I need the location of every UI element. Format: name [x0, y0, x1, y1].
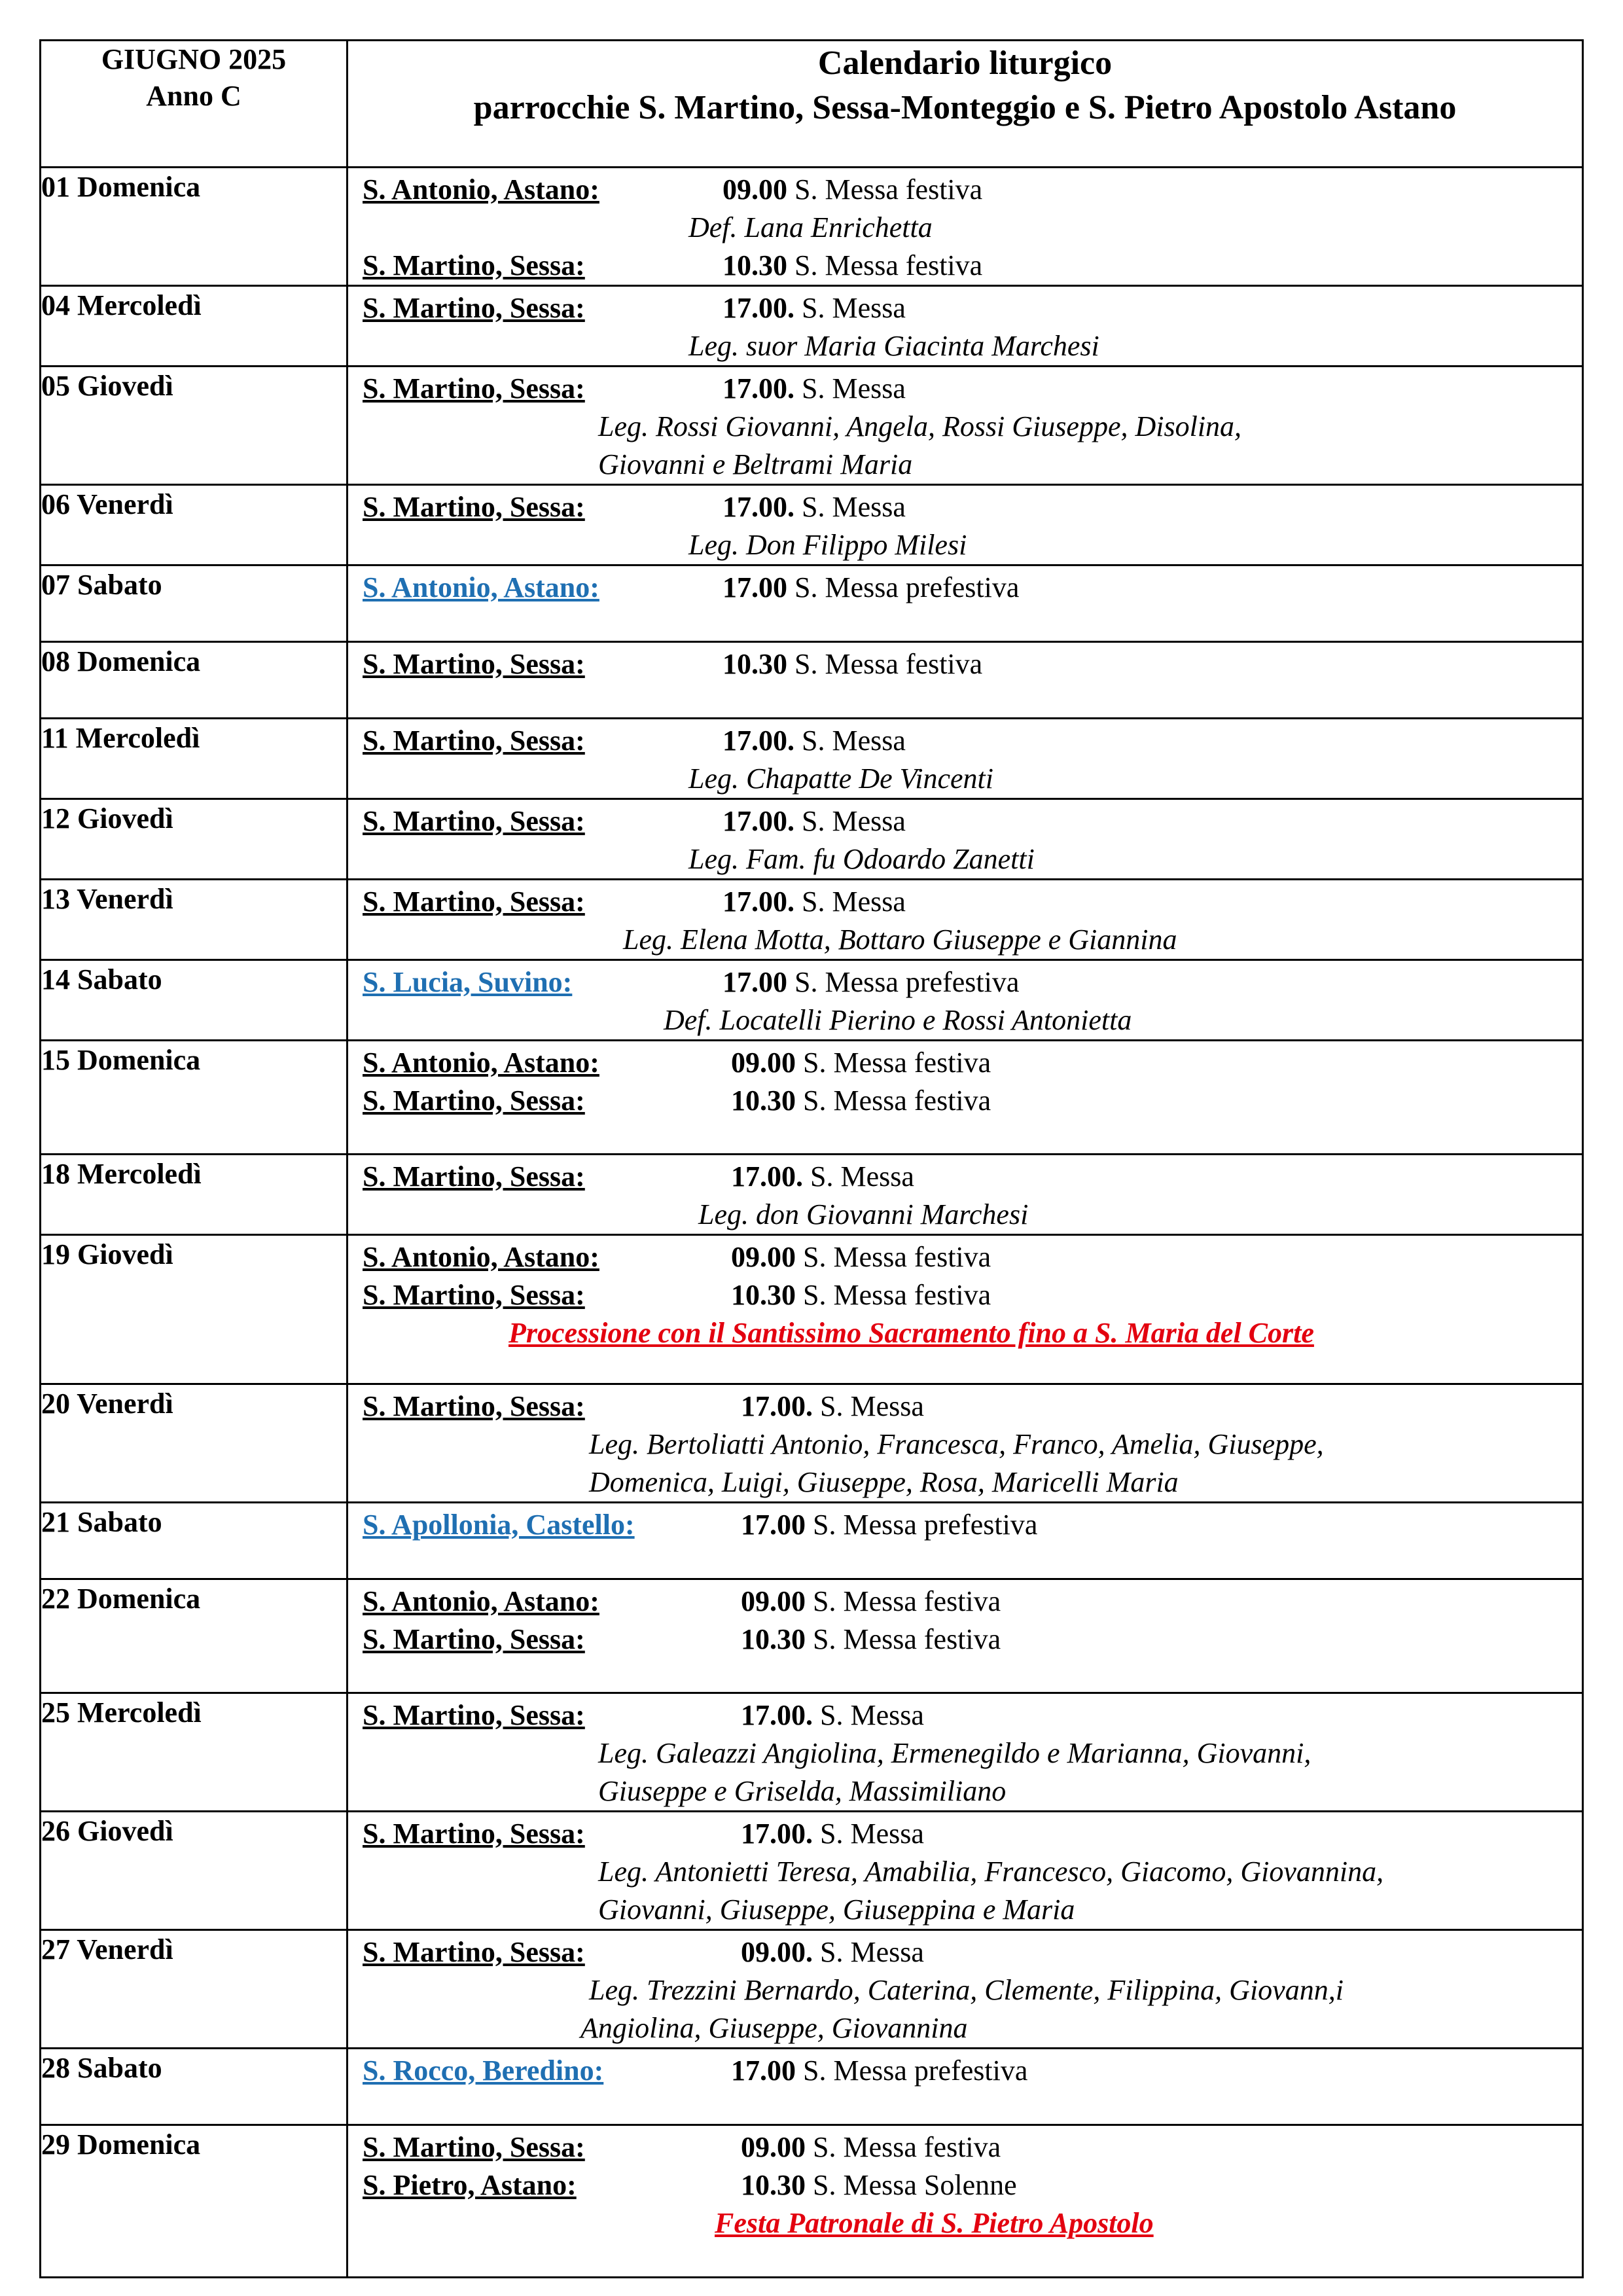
- mass-time: 17.00. S. Messa: [722, 292, 906, 324]
- day-label: 18 Mercoledì: [41, 1155, 348, 1235]
- calendar-row: [41, 719, 1583, 799]
- location-label: S. Antonio, Astano:: [363, 1241, 599, 1273]
- mass-time: 10.30 S. Messa Solenne: [741, 2169, 1017, 2201]
- location-label: S. Martino, Sessa:: [363, 249, 585, 281]
- location-label: S. Martino, Sessa:: [363, 648, 585, 680]
- day-label: 20 Venerdì: [41, 1384, 348, 1503]
- day-label: 06 Venerdì: [41, 485, 348, 565]
- mass-time: 17.00 S. Messa prefestiva: [731, 2054, 1028, 2087]
- day-label: 22 Domenica: [41, 1579, 348, 1693]
- intention-note: Leg. Bertoliatti Antonio, Francesca, Franco, Amelia, Giuseppe,: [589, 1428, 1324, 1460]
- calendar-row: [41, 2049, 1583, 2125]
- day-label: 27 Venerdì: [41, 1930, 348, 2049]
- month-cell: [41, 41, 348, 168]
- calendar-row: [41, 1155, 1583, 1235]
- mass-time: 17.00 S. Messa prefestiva: [722, 966, 1020, 998]
- location-link[interactable]: S. Lucia, Suvino:: [363, 966, 573, 998]
- location-label: S. Antonio, Astano:: [363, 1585, 599, 1617]
- location-label: S. Martino, Sessa:: [363, 292, 585, 324]
- calendar-row: [41, 1579, 1583, 1693]
- calendar-row: [41, 799, 1583, 880]
- calendar-row: [41, 880, 1583, 960]
- intention-note: Leg. Antonietti Teresa, Amabilia, Francesco, Giacomo, Giovannina,: [598, 1856, 1384, 1888]
- location-label: S. Martino, Sessa:: [363, 1936, 585, 1968]
- intention-note: Leg. don Giovanni Marchesi: [698, 1198, 1029, 1230]
- intention-note: Leg. Fam. fu Odoardo Zanetti: [688, 843, 1035, 875]
- location-label: S. Antonio, Astano:: [363, 1047, 599, 1079]
- year-cycle-label: Anno C: [146, 80, 241, 112]
- calendar-row: [41, 960, 1583, 1041]
- parishes-subtitle: parrocchie S. Martino, Sessa-Monteggio e S. Pietro Apostolo Astano: [473, 89, 1457, 126]
- day-label: 11 Mercoledì: [41, 719, 348, 799]
- calendar-row: [41, 2125, 1583, 2278]
- calendar-row: [41, 485, 1583, 565]
- location-label: S. Martino, Sessa:: [363, 372, 585, 404]
- mass-time: 17.00. S. Messa: [722, 491, 906, 523]
- mass-time: 17.00 S. Messa prefestiva: [741, 1509, 1038, 1541]
- calendar-row: [41, 286, 1583, 367]
- day-label: 04 Mercoledì: [41, 286, 348, 367]
- day-label: 25 Mercoledì: [41, 1693, 348, 1812]
- title-cell: [348, 41, 1583, 168]
- day-label: 21 Sabato: [41, 1503, 348, 1579]
- day-label: 28 Sabato: [41, 2049, 348, 2125]
- mass-time: 10.30 S. Messa festiva: [731, 1085, 991, 1117]
- day-label: 15 Domenica: [41, 1041, 348, 1155]
- mass-time: 10.30 S. Messa festiva: [722, 249, 983, 281]
- calendar-title: Calendario liturgico: [817, 45, 1113, 82]
- intention-note: Leg. Don Filippo Milesi: [688, 529, 967, 561]
- mass-time: 09.00 S. Messa festiva: [741, 1585, 1001, 1617]
- calendar-row: [41, 367, 1583, 485]
- location-label: S. Martino, Sessa:: [363, 1699, 585, 1731]
- location-label: S. Martino, Sessa:: [363, 1818, 585, 1850]
- location-label: S. Martino, Sessa:: [363, 805, 585, 837]
- location-label: S. Martino, Sessa:: [363, 1160, 585, 1193]
- mass-time: 17.00. S. Messa: [741, 1818, 924, 1850]
- header-row: [41, 41, 1583, 168]
- day-label: 01 Domenica: [41, 168, 348, 286]
- mass-time: 17.00. S. Messa: [722, 725, 906, 757]
- intention-note: Giovanni e Beltrami Maria: [598, 448, 913, 480]
- calendar-row: [41, 565, 1583, 642]
- location-link[interactable]: S. Rocco, Beredino:: [363, 2054, 604, 2087]
- calendar-row: [41, 1930, 1583, 2049]
- intention-note: Angiolina, Giuseppe, Giovannina: [580, 2012, 968, 2044]
- intention-note: Giovanni, Giuseppe, Giuseppina e Maria: [598, 1893, 1075, 1926]
- day-label: 19 Giovedì: [41, 1235, 348, 1384]
- calendar-row: [41, 1041, 1583, 1155]
- location-label: S. Martino, Sessa:: [363, 725, 585, 757]
- mass-time: 17.00. S. Messa: [741, 1699, 924, 1731]
- patronal-feast-notice: Festa Patronale di S. Pietro Apostolo: [715, 2207, 1154, 2239]
- liturgical-calendar-table: [39, 39, 1584, 2278]
- calendar-row: [41, 1384, 1583, 1503]
- procession-notice: Processione con il Santissimo Sacramento fino a S. Maria del Corte: [508, 1317, 1314, 1349]
- mass-time: 09.00 S. Messa festiva: [731, 1047, 991, 1079]
- month-label: GIUGNO 2025: [101, 43, 287, 75]
- intention-note: Giuseppe e Griselda, Massimiliano: [598, 1775, 1007, 1807]
- mass-time: 10.30 S. Messa festiva: [731, 1279, 991, 1311]
- mass-time: 09.00 S. Messa festiva: [731, 1241, 991, 1273]
- mass-time: 09.00 S. Messa festiva: [722, 173, 983, 206]
- intention-note: Leg. Chapatte De Vincenti: [688, 762, 993, 795]
- location-label: S. Martino, Sessa:: [363, 1085, 585, 1117]
- day-label: 26 Giovedì: [41, 1812, 348, 1930]
- location-label: S. Martino, Sessa:: [363, 491, 585, 523]
- mass-time: 17.00 S. Messa prefestiva: [722, 571, 1020, 603]
- mass-time: 17.00. S. Messa: [722, 886, 906, 918]
- intention-note: Leg. Rossi Giovanni, Angela, Rossi Giuseppe, Disolina,: [598, 410, 1242, 442]
- intention-note: Domenica, Luigi, Giuseppe, Rosa, Maricelli Maria: [589, 1466, 1179, 1498]
- calendar-row: [41, 1693, 1583, 1812]
- location-label: S. Martino, Sessa:: [363, 1279, 585, 1311]
- calendar-row: [41, 642, 1583, 719]
- location-label: S. Antonio, Astano:: [363, 173, 599, 206]
- day-label: 13 Venerdì: [41, 880, 348, 960]
- calendar-row: [41, 1503, 1583, 1579]
- intention-note: Def. Lana Enrichetta: [688, 211, 933, 243]
- day-label: 07 Sabato: [41, 565, 348, 642]
- location-link[interactable]: S. Antonio, Astano:: [363, 571, 599, 603]
- day-label: 14 Sabato: [41, 960, 348, 1041]
- calendar-row: [41, 1812, 1583, 1930]
- mass-time: 10.30 S. Messa festiva: [722, 648, 983, 680]
- location-label: S. Martino, Sessa:: [363, 2131, 585, 2163]
- mass-time: 17.00. S. Messa: [741, 1390, 924, 1422]
- calendar-row: [41, 1235, 1583, 1384]
- intention-note: Leg. Galeazzi Angiolina, Ermenegildo e Marianna, Giovanni,: [598, 1737, 1311, 1769]
- mass-time: 09.00 S. Messa festiva: [741, 2131, 1001, 2163]
- day-label: 29 Domenica: [41, 2125, 348, 2278]
- mass-time: 17.00. S. Messa: [722, 372, 906, 404]
- location-label: S. Martino, Sessa:: [363, 1623, 585, 1655]
- day-label: 08 Domenica: [41, 642, 348, 719]
- location-label: S. Martino, Sessa:: [363, 1390, 585, 1422]
- location-link[interactable]: S. Apollonia, Castello:: [363, 1509, 635, 1541]
- mass-time: 09.00. S. Messa: [741, 1936, 924, 1968]
- calendar-row: [41, 168, 1583, 286]
- location-label: S. Martino, Sessa:: [363, 886, 585, 918]
- day-label: 05 Giovedì: [41, 367, 348, 485]
- mass-time: 17.00. S. Messa: [731, 1160, 914, 1193]
- location-label: S. Pietro, Astano:: [363, 2169, 577, 2201]
- mass-time: 10.30 S. Messa festiva: [741, 1623, 1001, 1655]
- intention-note: Leg. Trezzini Bernardo, Caterina, Clemente, Filippina, Giovann,i: [589, 1974, 1344, 2006]
- mass-time: 17.00. S. Messa: [722, 805, 906, 837]
- intention-note: Leg. suor Maria Giacinta Marchesi: [688, 330, 1099, 362]
- intention-note: Def. Locatelli Pierino e Rossi Antonietta: [664, 1004, 1132, 1036]
- intention-note: Leg. Elena Motta, Bottaro Giuseppe e Giannina: [623, 924, 1177, 956]
- day-label: 12 Giovedì: [41, 799, 348, 880]
